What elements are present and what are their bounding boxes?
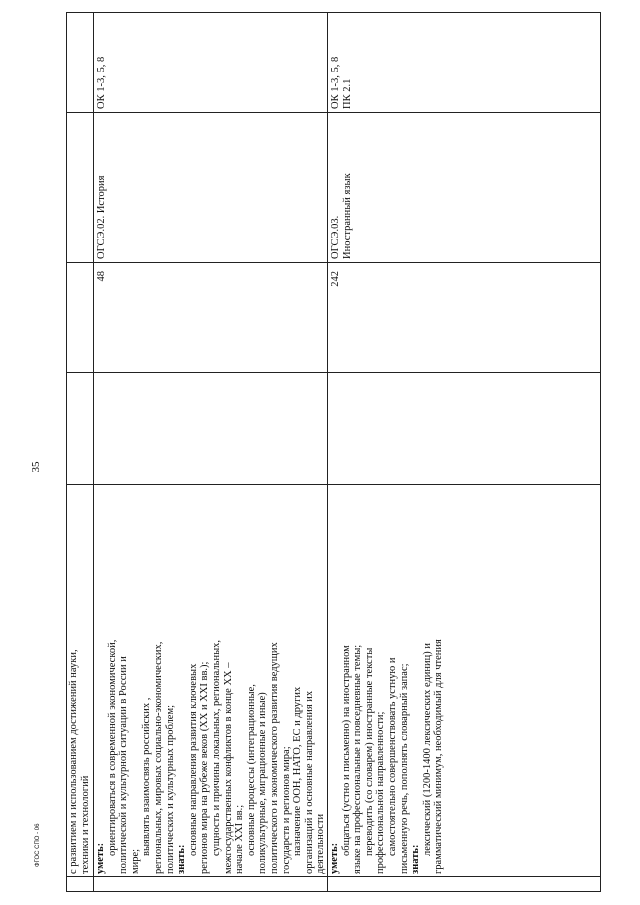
requirement-line: деятельности (315, 813, 327, 874)
requirement-line: политической и культурной ситуации в России и (118, 656, 130, 874)
requirement-line: техники и технологий (79, 775, 91, 874)
requirement-line: политического и экономического развития ведущих (268, 642, 280, 874)
requirement-line: организаций и основные направления их (303, 690, 315, 874)
hours-cell: 242 (330, 271, 341, 287)
discipline-cell: ОГСЭ.03. Иностранный язык (330, 173, 353, 259)
competency-table (66, 12, 601, 892)
requirement-line: самостоятельно совершенствовать устную и (386, 657, 398, 856)
table-row (67, 13, 93, 891)
requirement-line: сущность и причины локальных, региональных, (210, 639, 222, 856)
table-row (93, 13, 327, 891)
requirement-line: назначение ООН, НАТО, ЕС и других (292, 686, 304, 856)
requirements-cell (94, 485, 327, 877)
hours-cell (67, 263, 93, 373)
requirement-line: ориентироваться в современной экономической, (106, 639, 118, 856)
requirement-line: основные направления развития ключевых (187, 663, 199, 856)
requirement-line: языке на профессиональные и повседневные темы; (352, 644, 364, 874)
requirement-line: основные процессы (интеграционные, (245, 684, 257, 856)
competencies-cell: ОК 1-3, 5, 8 ПК 2.1 (330, 56, 353, 109)
requirement-line: переводить (со словарем) иностранные тексты (363, 647, 375, 856)
requirements-cell (67, 485, 93, 877)
requirement-line: знать: (410, 844, 422, 874)
requirement-line: лексический (1200-1400 лексических единиц) и (421, 642, 433, 856)
requirement-line: выявлять взаимосвязь российских , (141, 697, 153, 856)
requirement-line: профессиональной направленности; (375, 711, 387, 874)
discipline-cell (67, 113, 93, 263)
requirement-line: мире; (129, 848, 141, 874)
requirement-line: региональных, мировых социально-экономических, (152, 641, 164, 874)
requirement-line: с развитием и использованием достижений науки, (68, 649, 79, 874)
requirement-line: поликультурные, миграционные и иные) (257, 692, 269, 874)
requirements-cell (328, 485, 602, 877)
discipline-cell: ОГСЭ.02. История (96, 175, 107, 259)
requirement-line: государств и регионов мира; (280, 746, 292, 874)
requirement-line: грамматический минимум, необходимый для чтения (433, 639, 445, 874)
competencies-cell: ОК 1-3, 5, 8 (96, 56, 107, 109)
competencies-cell (67, 11, 93, 113)
page-number: 35 (30, 461, 42, 473)
table-container (66, 12, 601, 892)
footer-stamp: ФГОС СПО - 06 (35, 823, 41, 867)
requirement-line: регионов мира на рубеже веков (XX и XXI вв.); (199, 661, 211, 874)
table-row (327, 13, 602, 891)
requirement-line: межгосударственных конфликтов в конце XX – (222, 662, 234, 874)
requirement-line: уметь: (95, 842, 106, 874)
hours-cell: 48 (96, 271, 107, 282)
requirement-line: общаться (устно и письменно) на иностранном (340, 645, 352, 856)
requirement-line: знать: (176, 844, 188, 874)
requirement-line: письменную речь, пополнять словарный запас; (398, 663, 410, 874)
requirement-line: политических и культурных проблем; (164, 704, 176, 874)
requirement-line: начале XXI вв.; (234, 804, 246, 874)
requirement-line: уметь: (329, 842, 340, 874)
